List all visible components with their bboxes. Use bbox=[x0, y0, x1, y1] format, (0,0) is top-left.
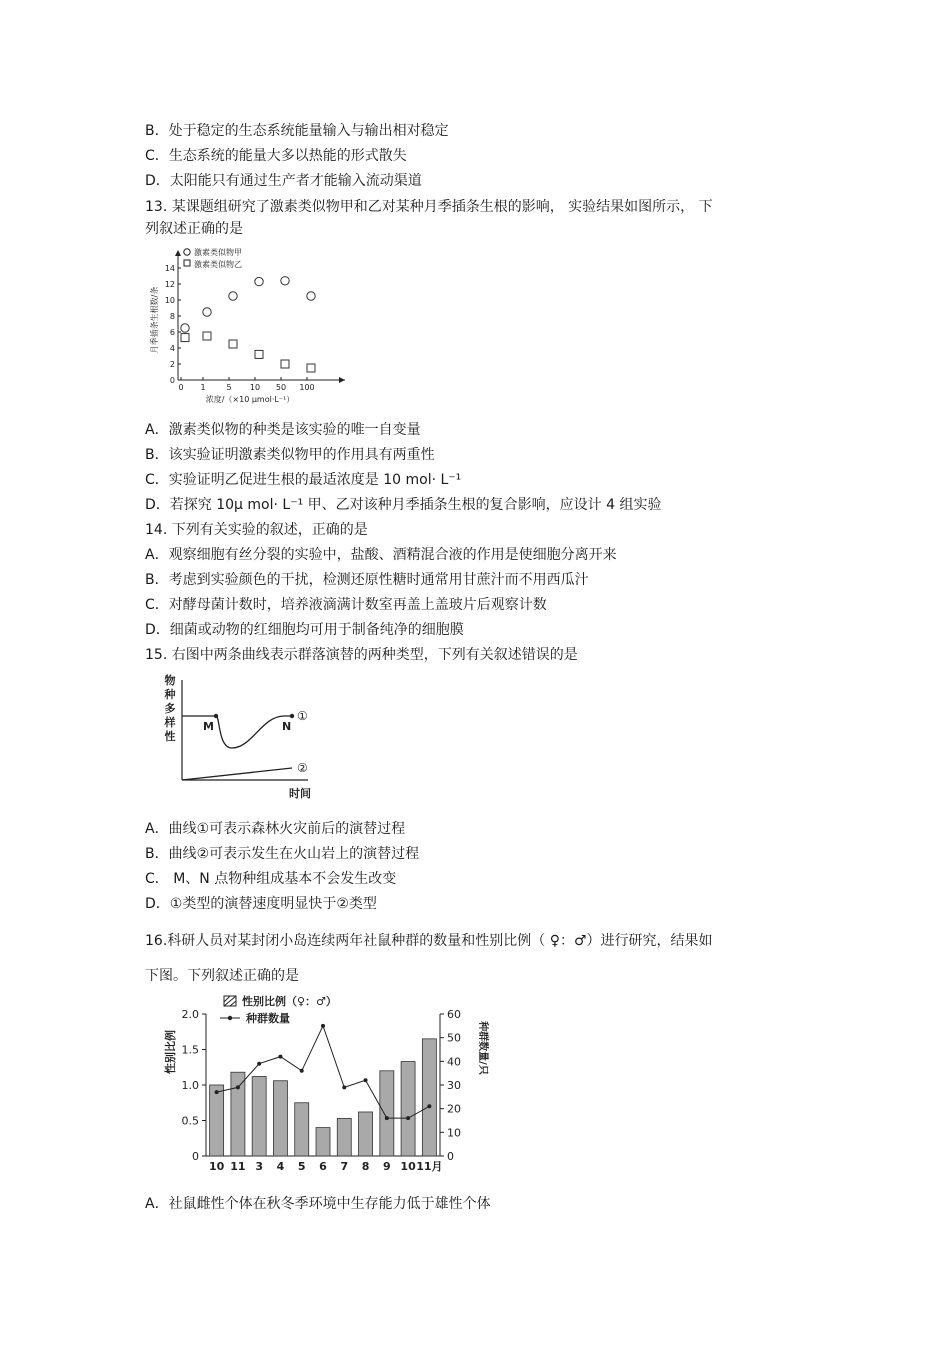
legend-label-jia: 激素类似物甲 bbox=[194, 248, 242, 257]
curve-1-label: ① bbox=[297, 709, 308, 723]
sex-ratio-bar bbox=[316, 1128, 330, 1156]
x-tick-label: 100 bbox=[299, 383, 315, 392]
sex-ratio-bar bbox=[401, 1062, 415, 1156]
x-tick-label: 50 bbox=[275, 383, 287, 392]
q14-option-b: B．考虑到实验颜色的干扰，检测还原性糖时通常用甘蔗汁而不用西瓜汁 bbox=[145, 572, 589, 588]
x-tick-label: 10 bbox=[249, 383, 261, 392]
q15-option-b: B．曲线②可表示发生在火山岩上的演替过程 bbox=[145, 846, 420, 862]
point-yi bbox=[255, 350, 263, 358]
q13-option-c: C．实验证明乙促进生根的最适浓度是 10 mol· L⁻¹ bbox=[145, 472, 462, 488]
point-jia bbox=[203, 308, 211, 316]
left-axis-label: 性别比例 bbox=[164, 1030, 177, 1074]
sex-ratio-bar bbox=[273, 1081, 287, 1156]
point-yi bbox=[229, 340, 237, 348]
x-tick-label: 10 bbox=[208, 1160, 225, 1173]
left-tick-label: 1.0 bbox=[181, 1079, 199, 1092]
x-axis-arrow bbox=[339, 377, 345, 383]
y-axis-label-char: 样 bbox=[164, 716, 176, 729]
right-axis-label: 种群数量/只 bbox=[477, 1021, 488, 1075]
left-tick-label: 2.0 bbox=[181, 1008, 199, 1021]
population-point bbox=[385, 1116, 389, 1120]
population-point bbox=[427, 1104, 431, 1108]
q13-scatter-svg bbox=[145, 240, 365, 412]
x-tick-label: 4 bbox=[276, 1160, 285, 1173]
q15-option-a: A．曲线①可表示森林火灾前后的演替过程 bbox=[145, 821, 406, 837]
left-tick-label: 0.5 bbox=[181, 1114, 199, 1128]
q15-succession-chart bbox=[158, 672, 328, 804]
x-tick-label: 5 bbox=[297, 1160, 306, 1173]
right-tick-label: 30 bbox=[447, 1079, 461, 1092]
x-tick-label: 0 bbox=[178, 383, 184, 392]
q12-option-b: B．处于稳定的生态系统能量输入与输出相对稳定 bbox=[145, 123, 449, 139]
point-yi bbox=[281, 360, 289, 368]
point-yi bbox=[181, 334, 189, 342]
legend-label-yi: 激素类似物乙 bbox=[194, 260, 242, 269]
curve-2 bbox=[182, 768, 292, 780]
sex-ratio-bar bbox=[295, 1103, 309, 1156]
y-axis-label-char: 种 bbox=[164, 688, 176, 701]
sex-ratio-bar bbox=[380, 1071, 394, 1156]
x-axis-label: 时间 bbox=[289, 787, 311, 800]
x-tick-label: 5 bbox=[226, 383, 232, 392]
x-tick-label: 11 bbox=[230, 1160, 246, 1173]
curve-2-label: ② bbox=[297, 761, 308, 775]
q16-option-a: A．社鼠雌性个体在秋冬季环境中生存能力低于雄性个体 bbox=[145, 1196, 491, 1212]
q13-option-d: D．若探究 10μ mol· L⁻¹ 甲、乙对该种月季插条生根的复合影响，应设计 4 组实验 bbox=[145, 497, 662, 513]
legend-bar-label: 性别比例（♀：♂） bbox=[242, 995, 337, 1008]
q16-combo-svg bbox=[158, 992, 498, 1184]
q13-stem-line1: 13. 某课题组研究了激素类似物甲和乙对某种月季插条生根的影响， 实验结果如图所示， 下 bbox=[145, 199, 713, 215]
point-jia bbox=[281, 277, 289, 285]
y-axis-label-char: 多 bbox=[164, 702, 176, 715]
population-point bbox=[257, 1062, 261, 1066]
population-point bbox=[321, 1024, 325, 1028]
point-m-dot bbox=[214, 714, 218, 718]
q14-option-c: C．对酵母菌计数时，培养液滴满计数室再盖上盖玻片后观察计数 bbox=[145, 597, 547, 613]
legend-line-label: 种群数量 bbox=[246, 1012, 290, 1025]
x-tick-label: 11月 bbox=[416, 1160, 443, 1173]
sex-ratio-bar bbox=[359, 1112, 373, 1156]
point-n-dot bbox=[290, 714, 294, 718]
y-axis-label: 月季插条生根数/条 bbox=[150, 286, 159, 354]
q14-option-d: D．细菌或动物的红细胞均可用于制备纯净的细胞膜 bbox=[145, 622, 464, 638]
sex-ratio-bar bbox=[422, 1039, 436, 1156]
sex-ratio-bar bbox=[231, 1072, 245, 1156]
sex-ratio-bar bbox=[337, 1118, 351, 1156]
q14-stem: 14. 下列有关实验的叙述，正确的是 bbox=[145, 522, 368, 538]
q16-stem-line1: 16.科研人员对某封闭小岛连续两年社鼠种群的数量和性别比例（ ♀：♂）进行研究，结果如 bbox=[145, 933, 713, 949]
q12-option-c: C．生态系统的能量大多以热能的形式散失 bbox=[145, 148, 407, 164]
x-axis-label: 浓度/（×10 μmol·L⁻¹） bbox=[205, 395, 295, 404]
right-tick-label: 20 bbox=[447, 1102, 461, 1116]
population-point bbox=[236, 1085, 240, 1089]
y-tick-label: 2 bbox=[169, 360, 175, 369]
y-axis-label-char: 物 bbox=[164, 674, 176, 687]
point-yi bbox=[203, 332, 211, 340]
y-tick-label: 0 bbox=[169, 376, 175, 385]
population-point bbox=[215, 1090, 219, 1094]
right-tick-label: 60 bbox=[447, 1008, 461, 1021]
y-tick-label: 8 bbox=[169, 312, 175, 321]
x-tick-label: 7 bbox=[340, 1160, 349, 1173]
x-tick-label: 1 bbox=[200, 383, 206, 392]
population-point bbox=[342, 1085, 346, 1089]
point-jia bbox=[181, 324, 189, 332]
q13-option-a: A．激素类似物的种类是该实验的唯一自变量 bbox=[145, 422, 421, 438]
y-axis-label-char: 性 bbox=[164, 730, 176, 743]
population-point bbox=[278, 1055, 282, 1059]
legend-square-marker bbox=[184, 260, 190, 266]
x-tick-label: 3 bbox=[255, 1160, 264, 1173]
q13-stem-line2: 列叙述正确的是 bbox=[145, 221, 243, 237]
right-tick-label: 10 bbox=[447, 1126, 461, 1140]
right-tick-label: 50 bbox=[447, 1031, 461, 1045]
left-tick-label: 1.5 bbox=[181, 1043, 199, 1057]
q13-option-b: B．该实验证明激素类似物甲的作用具有两重性 bbox=[145, 447, 435, 463]
y-tick-label: 12 bbox=[164, 280, 175, 289]
sex-ratio-bar bbox=[252, 1076, 266, 1156]
curve-1 bbox=[182, 716, 292, 748]
q16-combo-chart bbox=[158, 992, 498, 1184]
x-tick-label: 6 bbox=[319, 1160, 327, 1173]
y-axis-arrow bbox=[175, 250, 181, 256]
q16-stem-line2: 下图。下列叙述正确的是 bbox=[145, 968, 299, 984]
point-m-label: M bbox=[203, 720, 214, 733]
population-point bbox=[406, 1116, 410, 1120]
x-tick-label: 8 bbox=[361, 1160, 370, 1173]
population-line bbox=[217, 1026, 430, 1118]
q15-stem: 15. 右图中两条曲线表示群落演替的两种类型，下列有关叙述错误的是 bbox=[145, 647, 578, 663]
x-tick-label: 10 bbox=[400, 1160, 416, 1173]
legend-circle-marker bbox=[184, 249, 190, 255]
q15-option-c: C． M、N 点物种组成基本不会发生改变 bbox=[145, 871, 397, 887]
point-jia bbox=[255, 277, 263, 285]
x-tick-label: 9 bbox=[382, 1160, 391, 1173]
y-tick-label: 4 bbox=[169, 344, 175, 353]
q15-option-d: D．①类型的演替速度明显快于②类型 bbox=[145, 896, 377, 912]
q13-scatter-chart bbox=[145, 240, 365, 412]
y-tick-label: 14 bbox=[164, 264, 175, 273]
point-jia bbox=[229, 292, 237, 300]
q12-option-d: D．太阳能只有通过生产者才能输入流动渠道 bbox=[145, 173, 422, 189]
population-point bbox=[300, 1069, 304, 1073]
right-tick-label: 40 bbox=[447, 1055, 461, 1069]
left-tick-label: 0 bbox=[192, 1150, 199, 1163]
legend-line-dot bbox=[228, 1016, 232, 1020]
point-jia bbox=[307, 292, 315, 300]
y-tick-label: 10 bbox=[164, 296, 175, 305]
sex-ratio-bar bbox=[210, 1085, 224, 1156]
q15-succession-svg bbox=[158, 672, 328, 804]
point-yi bbox=[307, 364, 315, 372]
q14-option-a: A．观察细胞有丝分裂的实验中，盐酸、酒精混合液的作用是使细胞分离开来 bbox=[145, 547, 617, 563]
y-tick-label: 6 bbox=[169, 328, 175, 337]
right-tick-label: 0 bbox=[447, 1150, 454, 1163]
point-n-label: N bbox=[282, 720, 292, 733]
population-point bbox=[364, 1078, 368, 1082]
